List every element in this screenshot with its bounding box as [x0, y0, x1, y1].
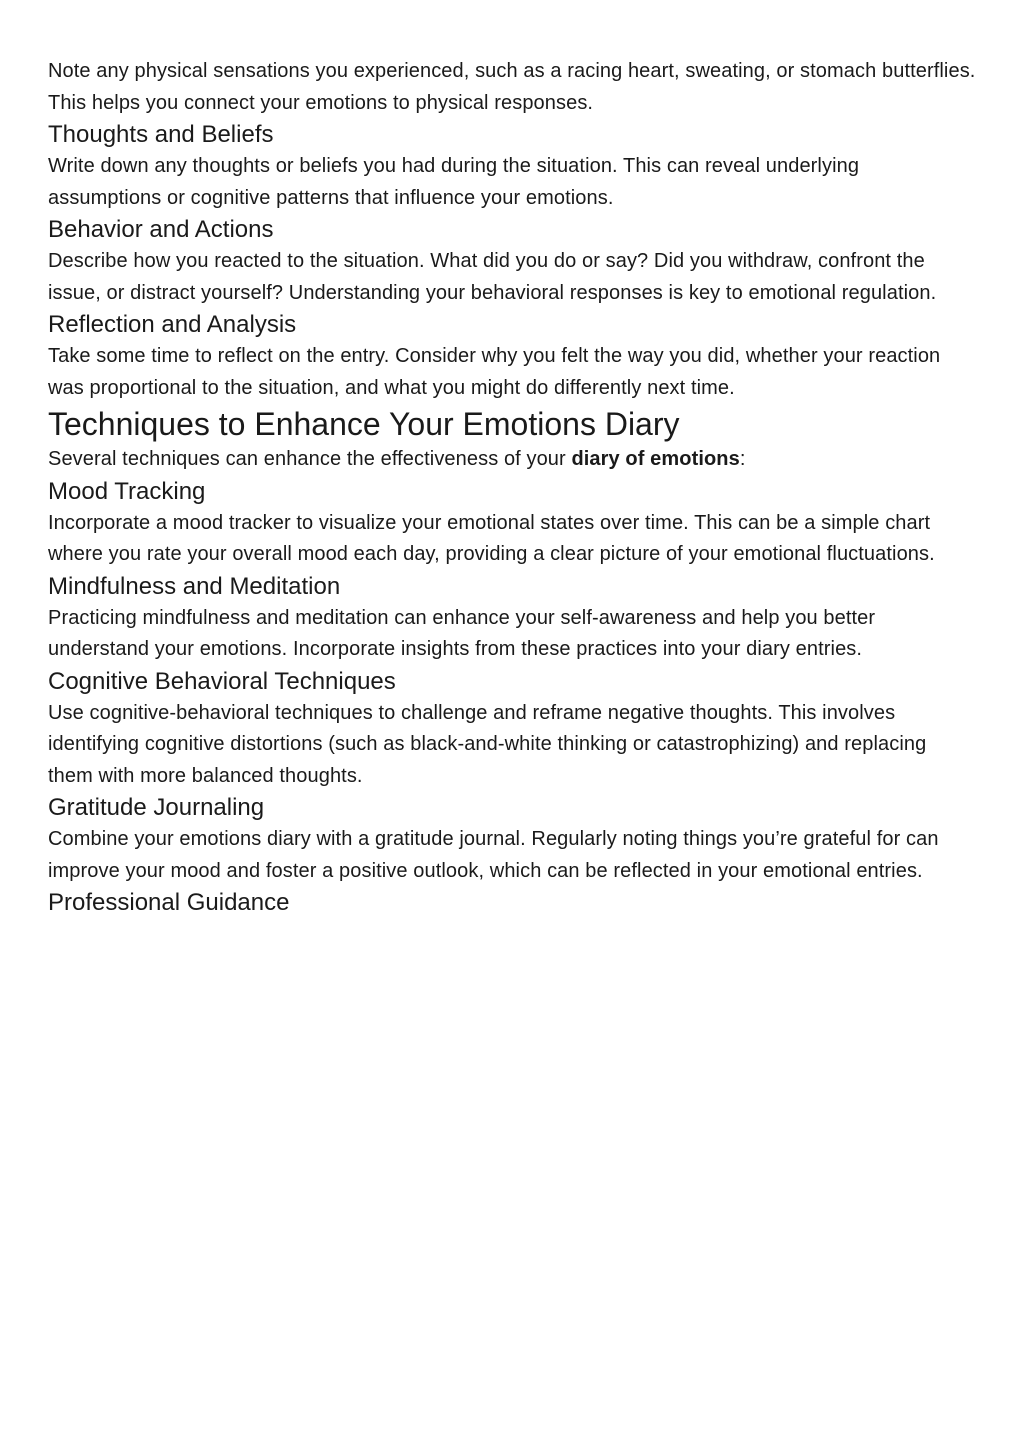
- paragraph-gratitude-journaling: Combine your emotions diary with a gratitude journal. Regularly noting things you’re grateful for can improve your mood and foster a positive outlook, which can be reflected in your emotional entries.: [48, 828, 939, 882]
- paragraph-behavior-and-actions: Describe how you reacted to the situation. What did you do or say? Did you withdraw, confront the issue, or distract yourself? Understanding your behavioral responses is key to emotional regulation.: [48, 250, 937, 304]
- heading-mindfulness-and-meditation: Mindfulness and Meditation: [48, 572, 341, 600]
- paragraph-mood-tracking: Incorporate a mood tracker to visualize your emotional states over time. This can be a simple chart where you rate your overall mood each day, providing a clear picture of your emotional fluctuations.: [48, 511, 935, 565]
- heading-thoughts-and-beliefs: Thoughts and Beliefs: [48, 121, 274, 148]
- heading-cognitive-behavioral-techniques: Cognitive Behavioral Techniques: [48, 667, 396, 695]
- techniques-intro-text: Several techniques can enhance the effectiveness of your: [48, 448, 572, 470]
- heading-behavior-and-actions: Behavior and Actions: [48, 216, 274, 243]
- paragraph-cognitive-behavioral-techniques: Use cognitive-behavioral techniques to challenge and reframe negative thoughts. This involves identifying cognitive distortions (such as black-and-white thinking or catastrophizing) and replacing them with more balanced thoughts.: [48, 701, 927, 787]
- paragraph-thoughts-and-beliefs: Write down any thoughts or beliefs you had during the situation. This can reveal underlying assumptions or cognitive patterns that influence your emotions.: [48, 155, 860, 209]
- heading-reflection-and-analysis: Reflection and Analysis: [48, 311, 297, 338]
- diary-of-emotions-emphasis: diary of emotions: [571, 448, 740, 470]
- techniques-intro-colon: :: [739, 448, 746, 470]
- heading-professional-guidance: Professional Guidance: [48, 889, 290, 916]
- heading-techniques: Techniques to Enhance Your Emotions Diary: [48, 406, 680, 442]
- paragraph-techniques-intro: [48, 444, 976, 476]
- heading-gratitude-journaling: Gratitude Journaling: [48, 794, 265, 821]
- paragraph-physical-sensations: Note any physical sensations you experienced, such as a racing heart, sweating, or stomach butterflies. This helps you connect your emotions to physical responses.: [48, 60, 976, 114]
- paragraph-mindfulness-and-meditation: Practicing mindfulness and meditation can enhance your self-awareness and help you better understand your emotions. Incorporate insights from these practices into your diary entries.: [48, 606, 876, 660]
- heading-mood-tracking: Mood Tracking: [48, 477, 206, 505]
- paragraph-reflection-and-analysis: Take some time to reflect on the entry. Consider why you felt the way you did, whether your reaction was proportional to the situation, and what you might do differently next time.: [48, 345, 941, 399]
